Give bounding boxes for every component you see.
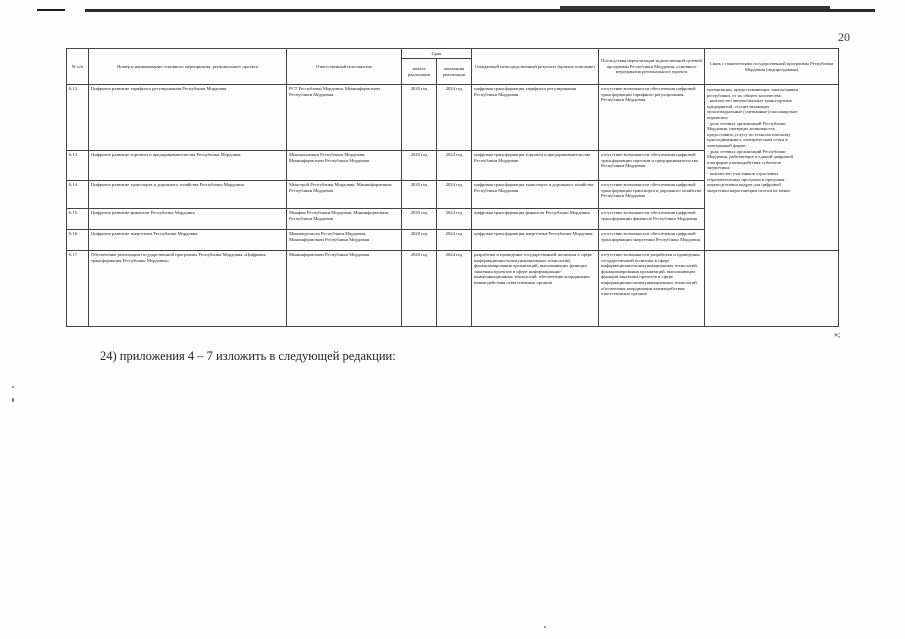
row-result: цифровая трансформация транспорта и дорожного хозяйства Республики Мордовия bbox=[472, 181, 599, 209]
indicator-line: - доля сетевых организаций Республики bbox=[707, 148, 786, 154]
header-term: Срок bbox=[402, 49, 472, 59]
row-executor: Минфин Республики Мордовия, Мининформсвязи Республики Мордовия bbox=[287, 209, 402, 230]
indicator-line: Мордовия, работающих в единой цифровой bbox=[707, 154, 793, 160]
row-num: 6.16. bbox=[67, 230, 89, 251]
row-result: цифровая трансформация торговли и предпринимательства Республики Мордовия bbox=[472, 151, 599, 181]
indicator-line: платформе взаимодействия субъектов bbox=[707, 159, 782, 165]
scan-artifact bbox=[85, 9, 875, 12]
row-result: цифровая трансформация энергетики Республики Мордовия bbox=[472, 230, 599, 251]
row-name: Цифровое развитие финансов Республики Мордовия bbox=[89, 209, 287, 230]
indicator-line: мультимодальные (смешанные) пассажирские bbox=[707, 109, 798, 115]
program-table bbox=[66, 48, 839, 327]
scan-speck bbox=[12, 398, 14, 402]
closing-quote-mark: »; bbox=[834, 330, 841, 339]
table-row bbox=[67, 85, 839, 151]
row-end: 2024 год bbox=[437, 151, 472, 181]
indicator-line: предоставить услугу по технологическому bbox=[707, 131, 791, 137]
header-executor: Ответственный исполнитель bbox=[287, 49, 402, 85]
row-start: 2020 год bbox=[402, 151, 437, 181]
row-start: 2020 год bbox=[402, 251, 437, 327]
row-end: 2024 год bbox=[437, 251, 472, 327]
indicator-line: республики, от их общего количества; bbox=[707, 92, 782, 98]
header-start: начала реализации bbox=[402, 59, 437, 85]
row-executor: Минэнергоиоха Республики Мордовия, Мининформсвязи Республики Мордовия bbox=[287, 230, 402, 251]
row-num: 6.17. bbox=[67, 251, 89, 327]
row-name: Обеспечение реализации государственной программы Республики Мордовия «Цифровая трансформация Республики Мордовия» bbox=[89, 251, 287, 327]
indicator-line: организации, предоставляющих заказы/заявки bbox=[707, 87, 799, 92]
indicator-line: - количество автомобильных транспортных bbox=[707, 98, 793, 104]
empty-cell bbox=[705, 251, 839, 327]
row-num: 6.12. bbox=[67, 85, 89, 151]
header-result: Ожидаемый непосредственный результат (краткое описание) bbox=[472, 49, 599, 85]
indicator-line: энергетики; bbox=[707, 165, 731, 171]
row-name: Цифровое развитие тарифного регулирования Республики Мордовия bbox=[89, 85, 287, 151]
scan-artifact bbox=[560, 6, 830, 9]
row-end: 2024 год bbox=[437, 209, 472, 230]
indicator-line: присоединению к электрическим сетям в bbox=[707, 137, 788, 143]
row-start: 2020 год bbox=[402, 181, 437, 209]
amendment-paragraph: 24) приложения 4 – 7 изложить в следующей редакции: bbox=[100, 349, 396, 363]
row-executor: Минэкономики Республики Мордовия, Мининформсвязи Республики Мордовия bbox=[287, 151, 402, 181]
row-result: цифровая трансформация тарифного регулирования Республики Мордовия bbox=[472, 85, 599, 151]
row-num: 6.13. bbox=[67, 151, 89, 181]
row-consequences: отсутствие возможности обеспечения цифровой трансформации тарифного регулирования Республики Мордовия bbox=[599, 85, 705, 151]
indicator-line: переподготовки кадров для цифровой bbox=[707, 182, 781, 188]
indicator-line: - доля сетевых организаций Республики bbox=[707, 120, 786, 126]
row-result: цифровая трансформация финансов Республики Мордовия bbox=[472, 209, 599, 230]
scan-speck bbox=[12, 386, 14, 388]
scan-speck bbox=[544, 626, 546, 628]
indicator-line: предприятий, осуществляющих bbox=[707, 103, 770, 109]
header-num: № п/п bbox=[67, 49, 89, 85]
table-row bbox=[67, 251, 839, 327]
indicator-line: Мордовия, имеющих возможность bbox=[707, 126, 775, 132]
indicator-line: образовательных программ и программ bbox=[707, 176, 785, 182]
row-name: Цифровое развитие энергетики Республики Мордовия bbox=[89, 230, 287, 251]
indicators-cell bbox=[705, 85, 839, 251]
header-end: окончания реализации bbox=[437, 59, 472, 85]
row-executor: Минстрой Республики Мордовия, Мининформсвязи Республики Мордовия bbox=[287, 181, 402, 209]
row-name: Цифровое развитие торговли и предпринимательства Республики Мордовия bbox=[89, 151, 287, 181]
page-number: 20 bbox=[838, 30, 850, 44]
row-executor: РСТ Республики Мордовия, Мининформсвязи Республики Мордовия bbox=[287, 85, 402, 151]
row-consequences: отсутствие возможности обеспечения цифровой трансформации финансов Республики Мордовия bbox=[599, 209, 705, 230]
indicator-line: - количество участников отраслевых bbox=[707, 170, 779, 176]
header-indicators: Связь с показателями государственной программы Республики Мордовия (подпрограммы) bbox=[705, 49, 839, 85]
row-consequences: отсутствие возможности обеспечения цифровой трансформации энергетики Республики Мордовия bbox=[599, 230, 705, 251]
row-result: разработка и проведение государственной политики в сфере информационно-коммуникационных технологий, функционирования организаций, выполняющих функции заказчика проектов в сфере информационно-коммуникационных технологий, обеспечение координации взаимодействия ответственных органов bbox=[472, 251, 599, 327]
row-consequences: отсутствие возможности обеспечения цифровой трансформации транспорта и дорожного хозяйства Республики Мордовия bbox=[599, 181, 705, 209]
row-executor: Мининформсвязи Республики Мордовия bbox=[287, 251, 402, 327]
row-end: 2024 год bbox=[437, 230, 472, 251]
header-name: Номер и наименование основного мероприятия, регионального проекта bbox=[89, 49, 287, 85]
indicator-line: энергетики нарастающим итогом не менее bbox=[707, 187, 791, 193]
row-start: 2020 год bbox=[402, 230, 437, 251]
header-consequences: Последствия нереализации ведомственной целевой программы Республики Мордовия, основного мероприятия регионального проекта bbox=[599, 49, 705, 85]
scan-artifact bbox=[37, 9, 65, 11]
row-num: 6.14. bbox=[67, 181, 89, 209]
row-end: 2024 год bbox=[437, 181, 472, 209]
row-end: 2024 год bbox=[437, 85, 472, 151]
indicator-line: перевозки; bbox=[707, 114, 729, 120]
row-num: 6.15. bbox=[67, 209, 89, 230]
row-start: 2020 год bbox=[402, 85, 437, 151]
indicator-line: электронной форме; bbox=[707, 142, 747, 148]
row-consequences: отсутствие возможности обеспечения цифровой трансформации торговли и предпринимательства Республики Мордовия bbox=[599, 151, 705, 181]
row-name: Цифровое развитие транспорта и дорожного хозяйства Республики Мордовия bbox=[89, 181, 287, 209]
row-start: 2020 год bbox=[402, 209, 437, 230]
row-consequences: отсутствие возможности разработки и проведения государственной политики в сфере информационно-коммуникационных технологий, функционирования организаций, выполняющих функции заказчика проектов в сфере информационно-коммуникационных технологий, обеспечения координации взаимодействия ответственных органов bbox=[599, 251, 705, 327]
